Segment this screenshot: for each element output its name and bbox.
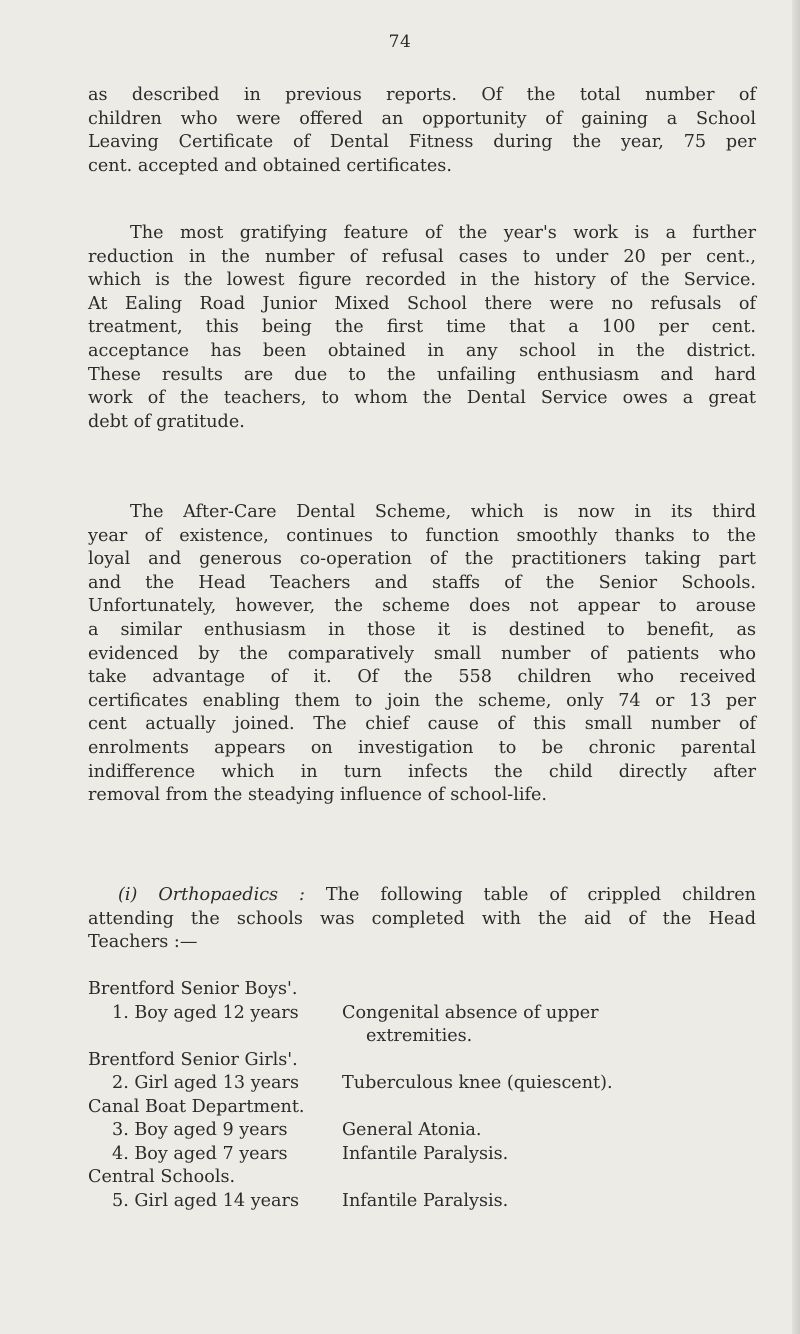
- condition-continuation: extremities.: [366, 1026, 473, 1046]
- paragraph-line: At Ealing Road Junior Mixed School there were no refusals of: [88, 293, 756, 314]
- child-entry: 3. Boy aged 9 years: [112, 1120, 288, 1140]
- orthopaedics-table: [88, 978, 756, 1213]
- table-row: [88, 1002, 756, 1026]
- child-entry: 2. Girl aged 13 years: [112, 1073, 299, 1093]
- table-row: [88, 1025, 756, 1049]
- table-row: [88, 978, 756, 1002]
- paragraph-line: treatment, this being the first time that a 100 per cent.: [88, 317, 756, 338]
- condition: Infantile Paralysis.: [342, 1190, 509, 1211]
- condition: Tuberculous knee (quiescent).: [342, 1073, 613, 1093]
- condition: General Atonia.: [342, 1120, 482, 1140]
- section-heading-orthopaedics: (i) Orthopaedics :: [118, 885, 305, 905]
- paragraph-line: loyal and generous co-operation of the practitioners taking part: [88, 549, 756, 570]
- child-entry: 4. Boy aged 7 years: [112, 1143, 288, 1164]
- paragraph-line: These results are due to the unfailing enthusiasm and hard: [88, 364, 756, 385]
- condition: Infantile Paralysis.: [342, 1143, 509, 1164]
- paragraph-line: evidenced by the comparatively small number of patients who: [88, 643, 756, 664]
- paragraph-line: Leaving Certificate of Dental Fitness during the year, 75 per: [88, 132, 756, 153]
- table-row: [88, 1143, 756, 1167]
- paragraph-line: which is the lowest figure recorded in the history of the Service.: [88, 270, 756, 291]
- paragraph-line: certificates enabling them to join the scheme, only 74 or 13 per: [88, 690, 756, 711]
- paragraph-line: removal from the steadying influence of school-life.: [88, 785, 548, 806]
- table-row: [88, 1190, 756, 1214]
- paragraph-line: children who were offered an opportunity of gaining a School: [88, 108, 756, 129]
- paragraph-line: The most gratifying feature of the year's work is a further: [130, 223, 756, 243]
- school-name: Central Schools.: [88, 1167, 236, 1187]
- school-name: Brentford Senior Boys'.: [88, 979, 298, 999]
- page-edge-shadow: [792, 0, 800, 1334]
- paragraph-1: [88, 84, 756, 178]
- table-row: [88, 1072, 756, 1096]
- paragraph-line: enrolments appears on investigation to be chronic parental: [88, 737, 756, 758]
- table-row: [88, 1049, 756, 1073]
- paragraph-line: Teachers :—: [88, 932, 198, 953]
- paragraph-line: take advantage of it. Of the 558 children who received: [88, 667, 756, 688]
- paragraph-line: a similar enthusiasm in those it is destined to benefit, as: [88, 619, 756, 640]
- child-entry: 5. Girl aged 14 years: [112, 1190, 299, 1211]
- paragraph-line: as described in previous reports. Of the total number of: [88, 85, 756, 105]
- paragraph-line: Unfortunately, however, the scheme does not appear to arouse: [88, 596, 756, 617]
- paragraph-line: acceptance has been obtained in any school in the district.: [88, 340, 756, 361]
- page-number: 74: [388, 32, 412, 52]
- table-row: [88, 1119, 756, 1143]
- paragraph-line: and the Head Teachers and staffs of the Senior Schools.: [88, 572, 756, 593]
- paragraph-2: [88, 222, 756, 434]
- school-name: Brentford Senior Girls'.: [88, 1049, 298, 1070]
- paragraph-line: cent actually joined. The chief cause of this small number of: [88, 714, 756, 735]
- paragraph-line: attending the schools was completed with the aid of the Head: [88, 908, 756, 929]
- table-row: [88, 1096, 756, 1120]
- paragraph-line-text: The following table of crippled children: [304, 885, 756, 905]
- paragraph-line: [88, 884, 756, 908]
- paragraph-line: The After-Care Dental Scheme, which is now in its third: [130, 502, 756, 522]
- paragraph-4: [88, 884, 756, 955]
- paragraph-line: year of existence, continues to function smoothly thanks to the: [88, 525, 756, 546]
- paragraph-line: indifference which in turn infects the child directly after: [88, 761, 756, 782]
- paragraph-line: work of the teachers, to whom the Dental Service owes a great: [88, 388, 756, 409]
- paragraph-line: cent. accepted and obtained certificates.: [88, 155, 452, 176]
- child-entry: 1. Boy aged 12 years: [112, 1002, 299, 1023]
- paragraph-3: [88, 501, 756, 808]
- paragraph-line: reduction in the number of refusal cases to under 20 per cent.,: [88, 246, 756, 267]
- table-row: [88, 1166, 756, 1190]
- paragraph-line: debt of gratitude.: [88, 411, 245, 432]
- school-name: Canal Boat Department.: [88, 1096, 305, 1117]
- condition: Congenital absence of upper: [342, 1002, 599, 1023]
